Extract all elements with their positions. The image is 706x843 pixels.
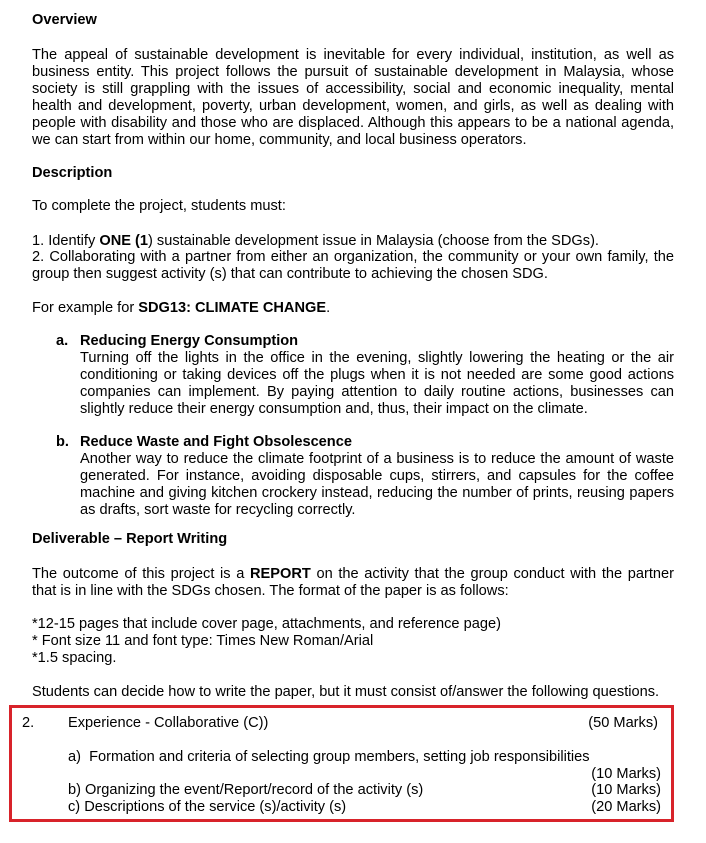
question-total-marks: (50 Marks)	[588, 715, 658, 731]
item-a-title: Reducing Energy Consumption	[80, 333, 299, 349]
item-a-marker: a.	[56, 333, 69, 349]
question-highlight-box	[9, 705, 674, 822]
format-item-3: *1.5 spacing.	[32, 650, 117, 666]
description-heading: Description	[32, 165, 113, 181]
overview-heading: Overview	[32, 12, 97, 28]
description-step-2: 2. Collaborating with a partner from either an organization, the community or your own family, the group then suggest activity (s) that can contribute to achieving the chosen SDG.	[32, 249, 674, 282]
question-number: 2.	[22, 715, 35, 731]
question-part-c-marks: (20 Marks)	[591, 799, 661, 815]
report-emphasis: REPORT	[250, 566, 311, 582]
deliverable-outcome: The outcome of this project is a REPORT on the activity that the group conduct with the partner that is in line with the SDGs chosen. The format of the paper is as follows:	[32, 566, 674, 599]
example-line: For example for SDG13: CLIMATE CHANGE.	[32, 300, 331, 316]
item-a-body: Turning off the lights in the office in the evening, slightly lowering the heating or the air conditioning or taking devices off the plugs when it is not needed are some good actions companies can implement. By paying attention to daily routine actions, businesses can slightly reduce their energy consumption and, thus, their impact on the climate.	[80, 350, 674, 417]
question-part-b-marks: (10 Marks)	[591, 782, 661, 798]
example-sdg: SDG13: CLIMATE CHANGE	[138, 300, 327, 316]
description-intro: To complete the project, students must:	[32, 198, 286, 214]
overview-body: The appeal of sustainable development is inevitable for every individual, institution, as well as business entity. This project follows the pursuit of sustainable development in Malaysia, whose society is still grappling with the issues of accessibility, social and economic inequality, mental health and development, poverty, urban development, women, and girls, as well as dealing with people with disability and those who are displaced. Although this appears to be a national agenda, we can start from within our home, community, and local business operators.	[32, 47, 674, 148]
deliverable-heading: Deliverable – Report Writing	[32, 531, 228, 547]
question-part-b: b) Organizing the event/Report/record of the activity (s)	[68, 782, 424, 798]
step-1-emphasis: ONE (1	[99, 233, 148, 249]
question-part-a: a) Formation and criteria of selecting group members, setting job responsibilities	[68, 749, 590, 765]
description-step-1: 1. Identify ONE (1) sustainable development issue in Malaysia (choose from the SDGs).	[32, 233, 599, 249]
question-part-c: c) Descriptions of the service (s)/activity (s)	[68, 799, 347, 815]
item-b-body: Another way to reduce the climate footprint of a business is to reduce the amount of waste generated. For instance, avoiding disposable cups, stirrers, and capsules for the coffee machine and giving kitchen crockery instead, reducing the number of prints, reusing papers as drafts, sort waste for recycling correctly.	[80, 451, 674, 518]
format-item-1: *12-15 pages that include cover page, attachments, and reference page)	[32, 616, 501, 632]
item-b-title: Reduce Waste and Fight Obsolescence	[80, 434, 352, 450]
deliverable-closing: Students can decide how to write the paper, but it must consist of/answer the following questions.	[32, 684, 660, 700]
item-b-marker: b.	[56, 434, 69, 450]
question-part-a-marks: (10 Marks)	[591, 766, 661, 782]
question-title: Experience - Collaborative (C))	[68, 715, 269, 731]
format-item-2: * Font size 11 and font type: Times New Roman/Arial	[32, 633, 374, 649]
